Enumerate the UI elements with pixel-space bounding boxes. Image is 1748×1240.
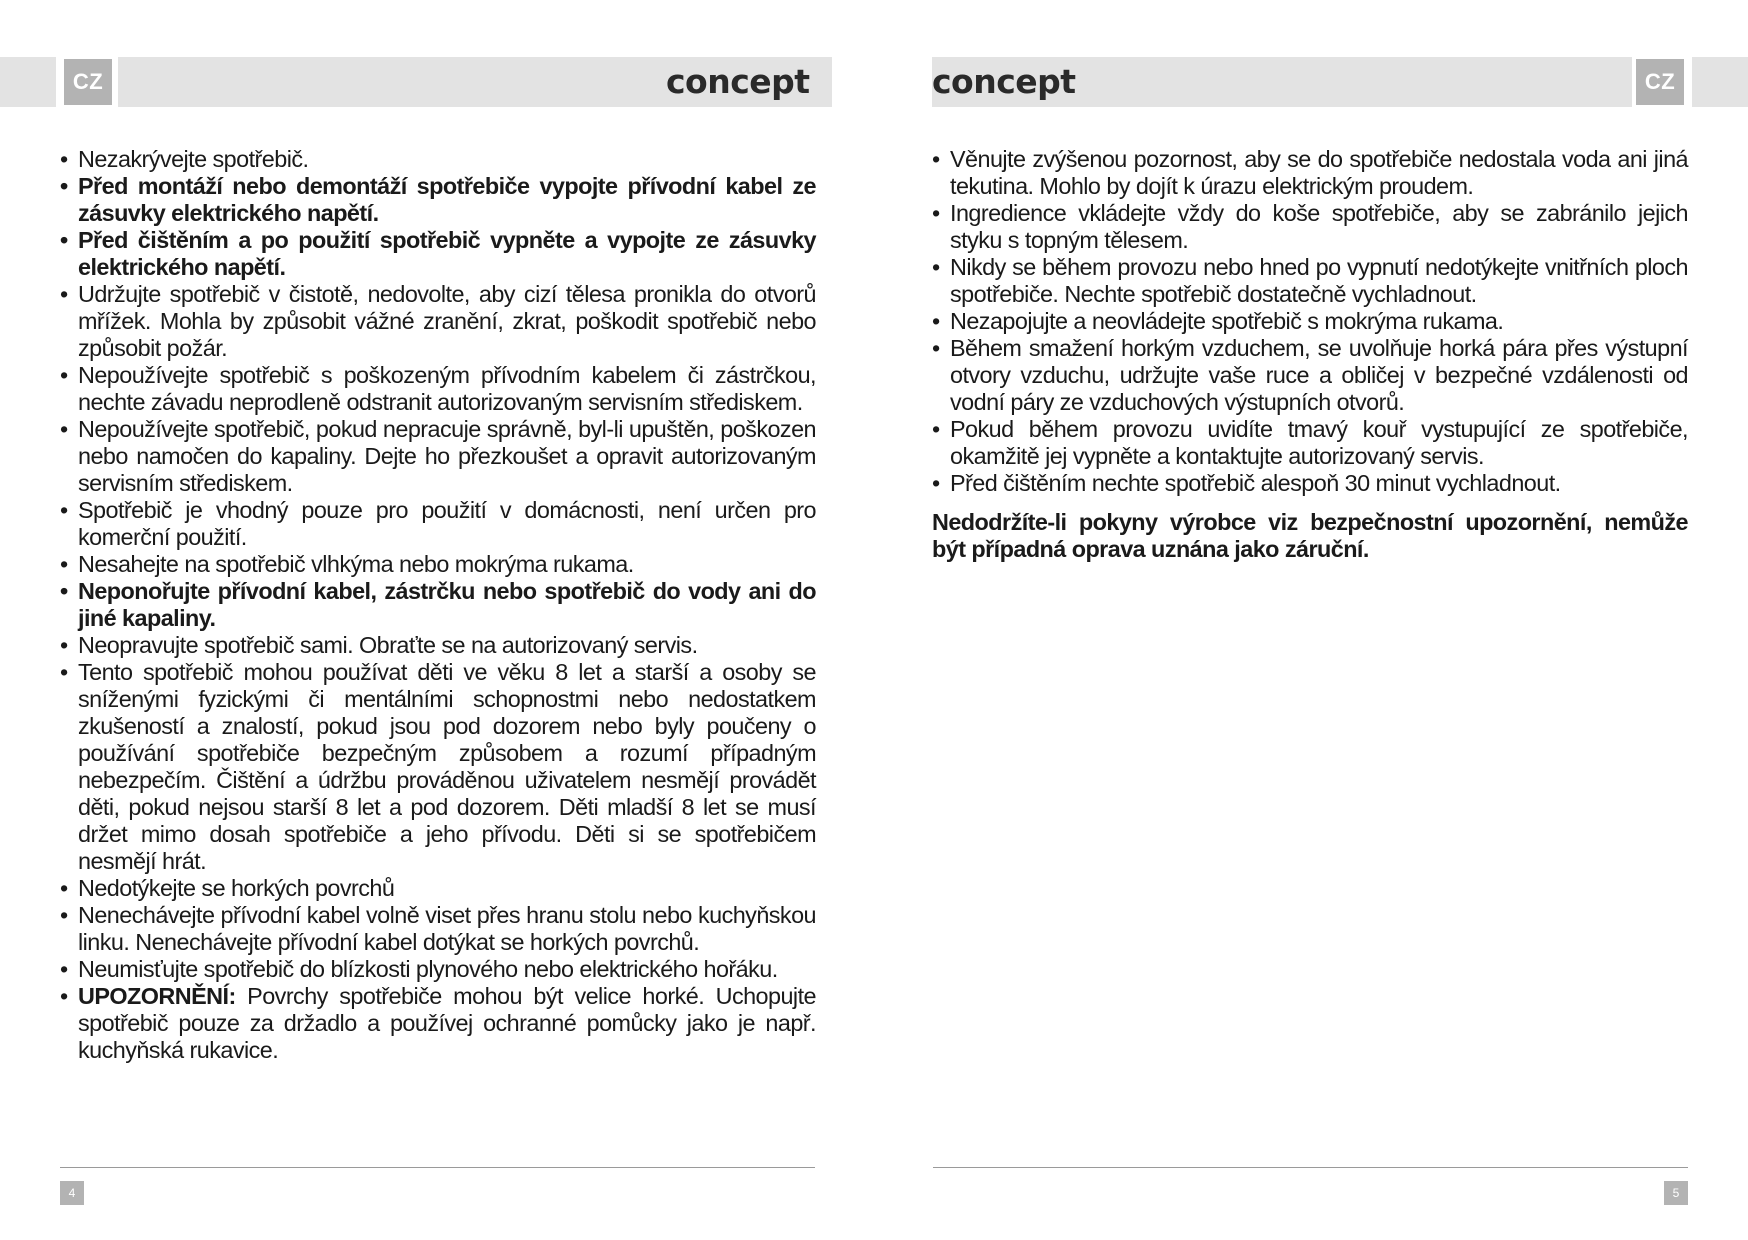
- list-item: • Během smažení horkým vzduchem, se uvolňuje horká pára přes výstupní otvory vzduchu, udržujte vaše ruce a obličej v bezpečné vzdálenosti od vodní páry ze vzduchových výstupních otvorů.: [932, 335, 1688, 416]
- list-item: • Ingredience vkládejte vždy do koše spotřebiče, aby se zabránilo jejich styku s topným tělesem.: [932, 200, 1688, 254]
- warning-label: UPOZORNĚNÍ:: [78, 983, 236, 1009]
- list-item: • Nikdy se během provozu nebo hned po vypnutí nedotýkejte vnitřních ploch spotřebiče. Nechte spotřebič dostatečně vychladnout.: [932, 254, 1688, 308]
- list-item: • Neponořujte přívodní kabel, zástrčku nebo spotřebič do vody ani do jiné kapaliny.: [60, 578, 816, 632]
- list-item: • Nezakrývejte spotřebič.: [60, 146, 816, 173]
- list-item: • Nenechávejte přívodní kabel volně viset přes hranu stolu nebo kuchyňskou linku. Nenechávejte přívodní kabel dotýkat se horkých povrchů.: [60, 902, 816, 956]
- list-item: • Nepoužívejte spotřebič, pokud nepracuje správně, byl-li upuštěn, poškozen nebo namočen do kapaliny. Dejte ho přezkoušet a opravit autorizovaným servisním střediskem.: [60, 416, 816, 497]
- list-item: • Věnujte zvýšenou pozornost, aby se do spotřebiče nedostala voda ani jiná tekutina. Mohlo by dojít k úrazu elektrickým proudem.: [932, 146, 1688, 200]
- list-item: • Před čištěním nechte spotřebič alespoň 30 minut vychladnout.: [932, 470, 1688, 497]
- list-item: • Spotřebič je vhodný pouze pro použití v domácnosti, není určen pro komerční použití.: [60, 497, 816, 551]
- warranty-note: Nedodržíte-li pokyny výrobce viz bezpečnostní upozornění, nemůže být případná oprava uznána jako záruční.: [932, 509, 1688, 562]
- right-page-content: [932, 146, 1688, 563]
- header-bar-left-edge: [0, 57, 56, 107]
- language-badge-right: CZ: [1636, 59, 1684, 105]
- warning-item: [60, 983, 816, 1064]
- language-badge-left: CZ: [64, 59, 112, 105]
- brand-logo-right: concept: [932, 61, 1076, 101]
- footer-rule-left: [60, 1167, 815, 1168]
- list-item: • Nedotýkejte se horkých povrchů: [60, 875, 816, 902]
- header-bar-right-edge: [1692, 57, 1748, 107]
- page-number-left: 4: [60, 1181, 84, 1205]
- list-item: • Neopravujte spotřebič sami. Obraťte se na autorizovaný servis.: [60, 632, 816, 659]
- warning-text: Povrchy spotřebiče mohou být velice horké. Uchopujte spotřebič pouze za držadlo a používej ochranné pomůcky jako je např. kuchyňská rukavice.: [78, 983, 816, 1063]
- list-item: • Nesahejte na spotřebič vlhkýma nebo mokrýma rukama.: [60, 551, 816, 578]
- footer-rule-right: [933, 1167, 1688, 1168]
- safety-list-right: [932, 146, 1688, 497]
- left-page-content: [60, 146, 816, 1064]
- list-item: • Nezapojujte a neovládejte spotřebič s mokrýma rukama.: [932, 308, 1688, 335]
- page-number-right: 5: [1664, 1181, 1688, 1205]
- list-item: • Pokud během provozu uvidíte tmavý kouř vystupující ze spotřebiče, okamžitě jej vypněte a kontaktujte autorizovaný servis.: [932, 416, 1688, 470]
- list-item: • Tento spotřebič mohou používat děti ve věku 8 let a starší a osoby se sníženými fyzickými či mentálními schopnostmi nebo nedostatkem zkušeností a znalostí, pokud jsou pod dozorem nebo byly poučeny o používání spotřebiče bezpečným způsobem a rozumí případným nebezpečím. Čištění a údržbu prováděnou uživatelem nesmějí provádět děti, pokud nejsou starší 8 let a pod dozorem. Děti mladší 8 let se musí držet mimo dosah spotřebiče a jeho přívodu. Děti si se spotřebičem nesmějí hrát.: [60, 659, 816, 875]
- brand-logo-left: concept: [666, 61, 810, 101]
- list-item: • Nepoužívejte spotřebič s poškozeným přívodním kabelem či zástrčkou, nechte závadu neprodleně odstranit autorizovaným servisním střediskem.: [60, 362, 816, 416]
- list-item: • Před montáží nebo demontáží spotřebiče vypojte přívodní kabel ze zásuvky elektrického napětí.: [60, 173, 816, 227]
- list-item: • Udržujte spotřebič v čistotě, nedovolte, aby cizí tělesa pronikla do otvorů mřížek. Mohla by způsobit vážné zranění, zkrat, poškodit spotřebič nebo způsobit požár.: [60, 281, 816, 362]
- safety-list-left: [60, 146, 816, 1064]
- list-item: • Neumisťujte spotřebič do blízkosti plynového nebo elektrického hořáku.: [60, 956, 816, 983]
- list-item: • Před čištěním a po použití spotřebič vypněte a vypojte ze zásuvky elektrického napětí.: [60, 227, 816, 281]
